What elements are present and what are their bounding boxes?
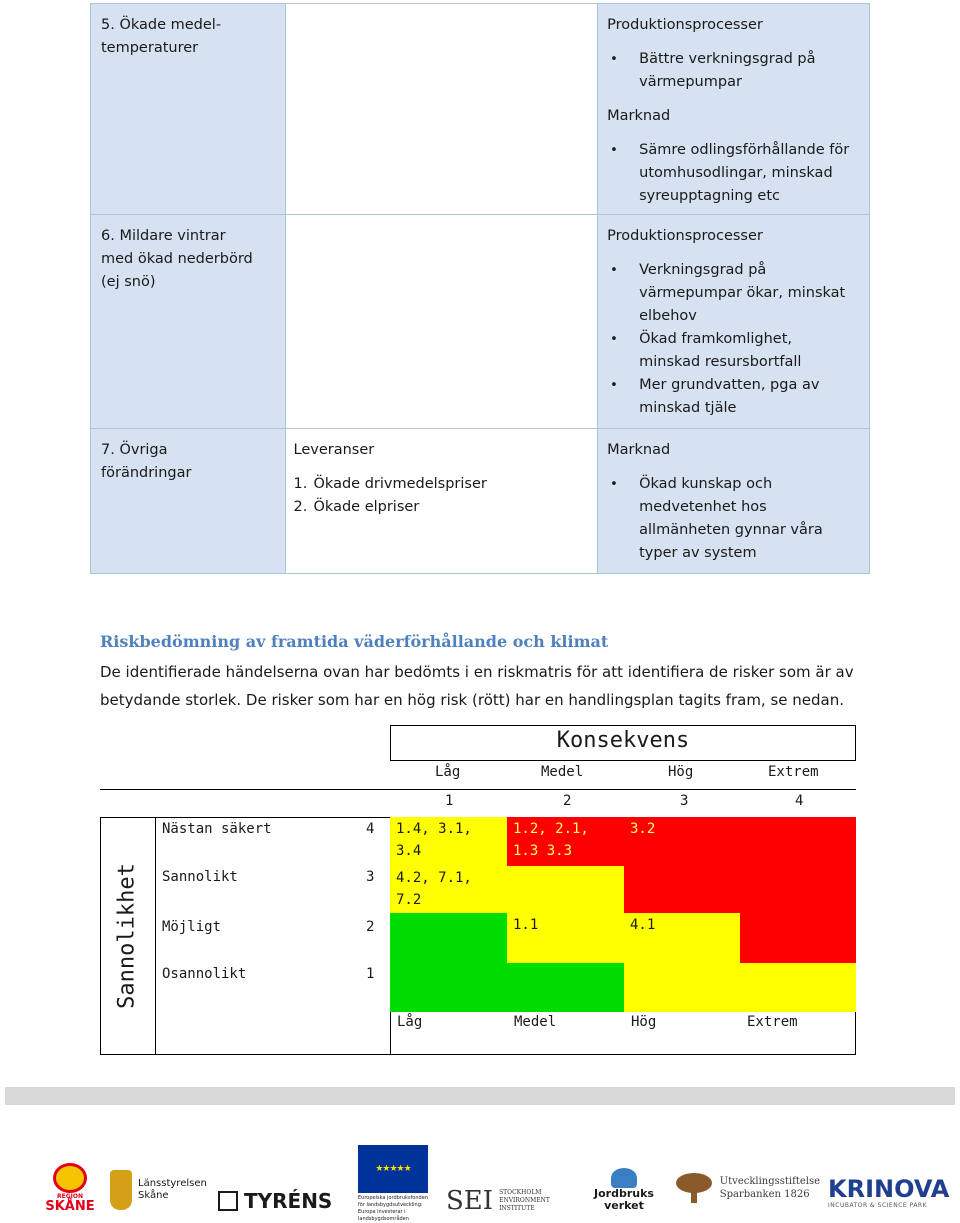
jordbruksverket-mark-icon: [611, 1168, 637, 1188]
region-skane-logo: REGION SKÅNE: [38, 1160, 102, 1216]
middle-cell: [285, 429, 598, 574]
consequence-title: Konsekvens: [556, 728, 690, 753]
bottom-consequence-label: Låg: [397, 1014, 423, 1030]
sei-logo: SEI STOCKHOLM ENVIRONMENT INSTITUTE: [446, 1186, 550, 1216]
consequence-number: 1: [445, 793, 454, 809]
label-line: med ökad nederbörd: [101, 251, 253, 267]
section-heading: Produktionsprocesser: [607, 228, 763, 244]
bullet-item: • Bättre verkningsgrad på värmepumpar: [607, 48, 863, 94]
tree-icon: [670, 1173, 714, 1203]
likelihood-title: Sannolikhet: [114, 863, 140, 1009]
bullet-item: • Sämre odlingsförhållande för utomhusodlingar, minskad syreupptagning etc: [607, 139, 863, 208]
table-row: [91, 429, 870, 574]
skane-emblem-icon: [53, 1163, 87, 1193]
likelihood-label: Sannolikt: [162, 869, 238, 885]
matrix-divider: [155, 817, 156, 1055]
row-label: [91, 215, 286, 429]
risk-cell: [507, 913, 624, 963]
right-cell: [598, 429, 870, 574]
tyrens-logo: TYRÉNS: [218, 1186, 344, 1216]
risk-cell-text: 1.4, 3.1, 3.4: [396, 821, 472, 859]
risk-cell: [740, 963, 856, 1012]
consequence-label: Låg: [435, 764, 461, 780]
likelihood-label: Nästan säkert: [162, 821, 272, 837]
label-line: temperaturer: [101, 40, 199, 56]
risk-cell: [624, 963, 740, 1012]
right-cell: [598, 215, 870, 429]
middle-cell: [285, 215, 598, 429]
consequence-label: Hög: [668, 764, 694, 780]
section-heading: Marknad: [607, 108, 671, 124]
section-heading: Leveranser: [293, 442, 375, 458]
bottom-consequence-label: Hög: [631, 1014, 657, 1030]
label-line: förändringar: [101, 465, 192, 481]
risk-cell: [390, 963, 507, 1012]
risk-cell: [507, 817, 624, 866]
footer-bar: [5, 1087, 955, 1105]
risk-cell: [390, 817, 507, 866]
bullet-item: • Ökad kunskap och medvetenhet hos allmänheten gynnar våra typer av system: [607, 473, 863, 565]
risk-cell: [507, 963, 624, 1012]
label-line: 5. Ökade medel-: [101, 17, 222, 33]
table-row: [91, 215, 870, 429]
consequence-label: Extrem: [768, 764, 819, 780]
table-row: [91, 4, 870, 215]
matrix-divider: [100, 789, 856, 790]
section-paragraph: De identifierade händelserna ovan har bedömts i en riskmatris för att identifiera de risker som är av betydande storlek. De risker som har en hög risk (rött) har en handlingsplan tagits fram, se nedan.: [100, 663, 854, 709]
risk-cell: [740, 866, 856, 913]
row-label: [91, 429, 286, 574]
risk-cell: [740, 913, 856, 963]
label-line: 7. Övriga: [101, 442, 168, 458]
lansstyrelsen-logo: Länsstyrelsen Skåne: [110, 1168, 210, 1212]
consequence-label: Medel: [541, 764, 584, 780]
jordbruksverket-logo: Jordbruks verket: [592, 1164, 656, 1216]
coat-of-arms-icon: [110, 1170, 132, 1210]
section-heading: Produktionsprocesser: [607, 17, 763, 33]
bullet-item: • Mer grundvatten, pga av minskad tjäle: [607, 374, 863, 420]
risk-cell-text: 3.2: [630, 821, 656, 837]
likelihood-label: Osannolikt: [162, 966, 247, 982]
consequence-number: 3: [680, 793, 689, 809]
consequence-number: 2: [563, 793, 572, 809]
risk-cell-text: 1.2, 2.1, 1.3 3.3: [513, 821, 589, 859]
bottom-consequence-label: Extrem: [747, 1014, 798, 1030]
sparbanken-logo: Utvecklingsstiftelse Sparbanken 1826: [670, 1170, 820, 1206]
right-cell: [598, 4, 870, 215]
numbered-item: 1. Ökade drivmedelspriser: [293, 476, 487, 492]
risk-cell-text: 4.1: [630, 917, 656, 933]
numbered-item: 2. Ökade elpriser: [293, 499, 420, 515]
bottom-consequence-label: Medel: [514, 1014, 557, 1030]
risk-cell: [740, 817, 856, 866]
likelihood-number: 2: [366, 919, 375, 935]
events-table: [90, 3, 870, 574]
risk-cell-text: 1.1: [513, 917, 539, 933]
label-line: 6. Mildare vintrar: [101, 228, 226, 244]
risk-cell: [624, 866, 740, 913]
krinova-logo: KRINOVA INCUBATOR & SCIENCE PARK: [828, 1174, 950, 1209]
risk-cell: [624, 913, 740, 963]
likelihood-number: 3: [366, 869, 375, 885]
bullet-item: • Verkningsgrad på värmepumpar ökar, minskat elbehov: [607, 259, 863, 328]
section-heading: Marknad: [607, 442, 671, 458]
likelihood-label: Möjligt: [162, 919, 222, 935]
risk-cell: [390, 913, 507, 963]
bullet-item: • Ökad framkomlighet, minskad resursbortfall: [607, 328, 863, 374]
risk-cell: [390, 866, 507, 913]
risk-cell: [624, 817, 740, 866]
eu-flag-icon: ★★★★★: [358, 1145, 428, 1193]
middle-cell: [285, 4, 598, 215]
tyrens-mark-icon: [218, 1191, 238, 1211]
likelihood-number: 4: [366, 821, 375, 837]
likelihood-number: 1: [366, 966, 375, 982]
risk-cell: [507, 866, 624, 913]
section-title: Riskbedömning av framtida väderförhållande och klimat: [100, 632, 609, 651]
row-label: [91, 4, 286, 215]
eu-logo: ★★★★★ Europeiska jordbruksfonden för landsbygdsutveckling: Europa investerar i landsbygdsområden: [358, 1142, 436, 1218]
consequence-number: 4: [795, 793, 804, 809]
risk-cell-text: 4.2, 7.1, 7.2: [396, 870, 472, 908]
label-line: (ej snö): [101, 274, 156, 290]
